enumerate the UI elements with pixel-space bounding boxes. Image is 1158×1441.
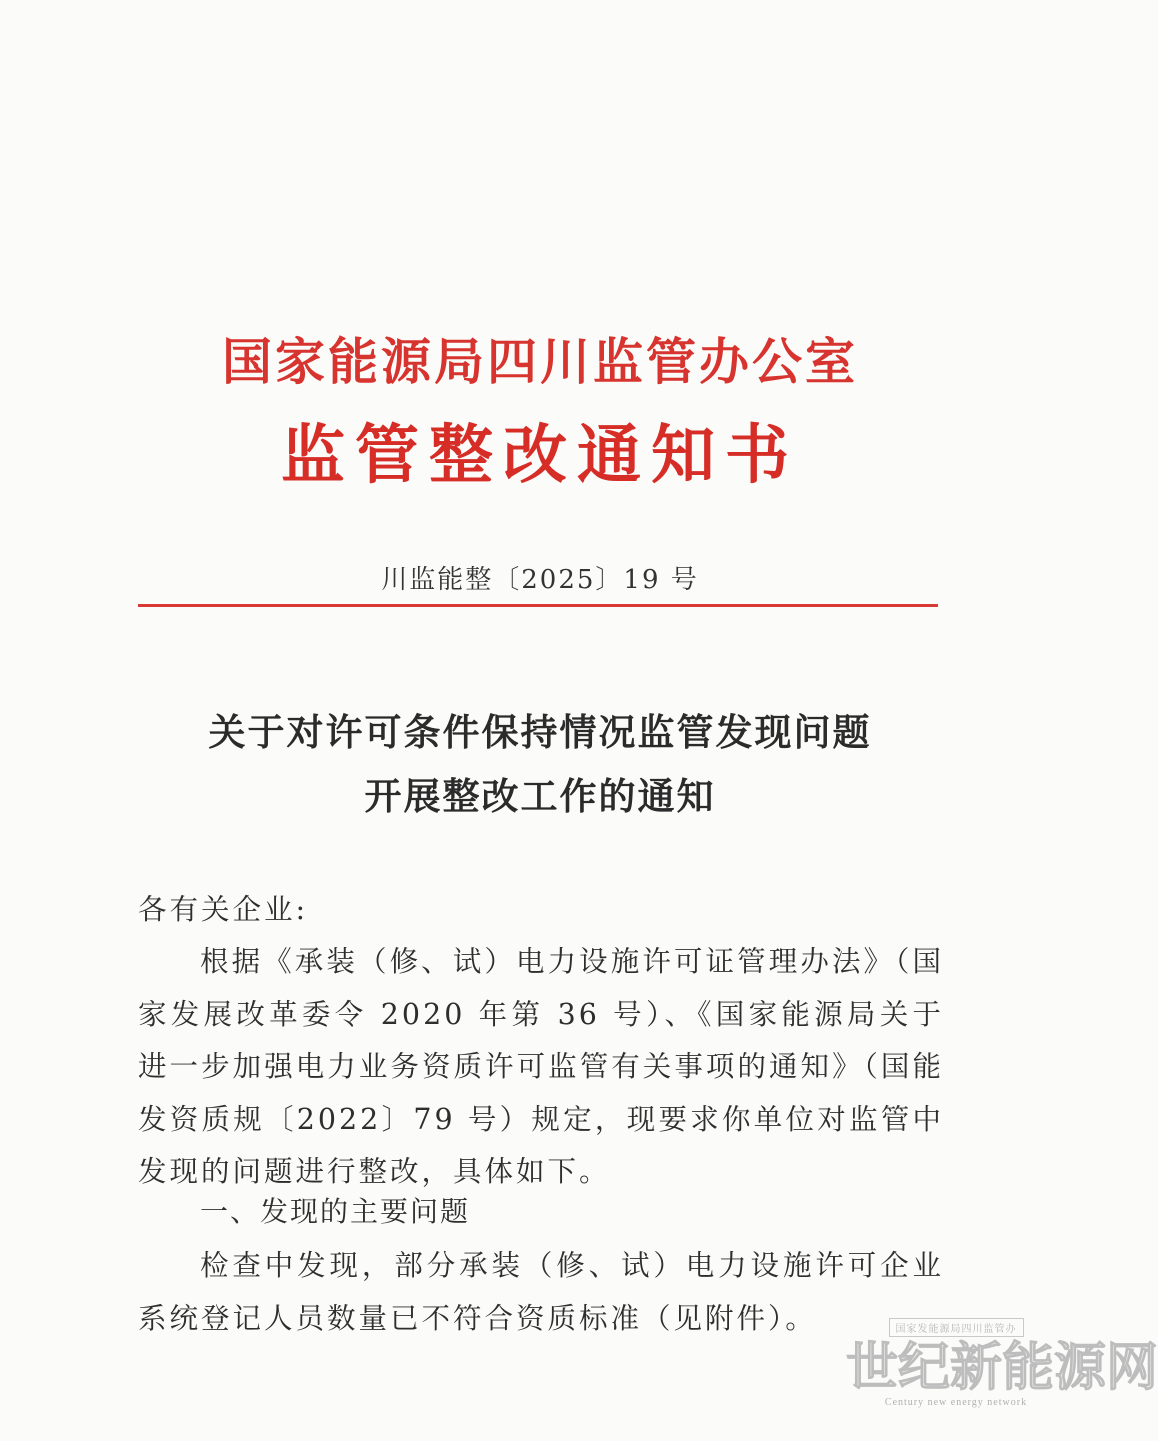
watermark-subtitle: Century new energy network (884, 1397, 1028, 1408)
watermark-logo (846, 1317, 1158, 1435)
notice-title-line-2: 开展整改工作的通知 (364, 774, 716, 818)
issuing-agency: 国家能源局四川监管办公室 (222, 332, 858, 391)
notice-title-line-1: 关于对许可条件保持情况监管发现问题 (208, 710, 872, 754)
section-heading-1: 一、发现的主要问题 (200, 1195, 471, 1228)
document-type-heading: 监管整改通知书 (281, 419, 799, 493)
red-divider-line (138, 604, 938, 607)
body-paragraph-2: 检查中发现，部分承装（修、试）电力设施许可企业系统登记人员数量已不符合资质标准（见附件）。 (138, 1249, 944, 1335)
watermark-tag: 国家发能源局四川监管办 (889, 1318, 1024, 1337)
watermark-main-text: 世纪新能源网 (846, 1337, 1158, 1398)
body-paragraph-1: 根据《承装（修、试）电力设施许可证管理办法》（国家发展改革委令 2020 年第 36 号）、《国家能源局关于进一步加强电力业务资质许可监管有关事项的通知》（国能发资质规〔2022〕79 号）规定，现要求你单位对监管中发现的问题进行整改，具体如下。 (138, 945, 944, 1188)
document-number: 川监能整〔2025〕19 号 (381, 565, 699, 595)
salutation: 各有关企业: (138, 893, 309, 926)
